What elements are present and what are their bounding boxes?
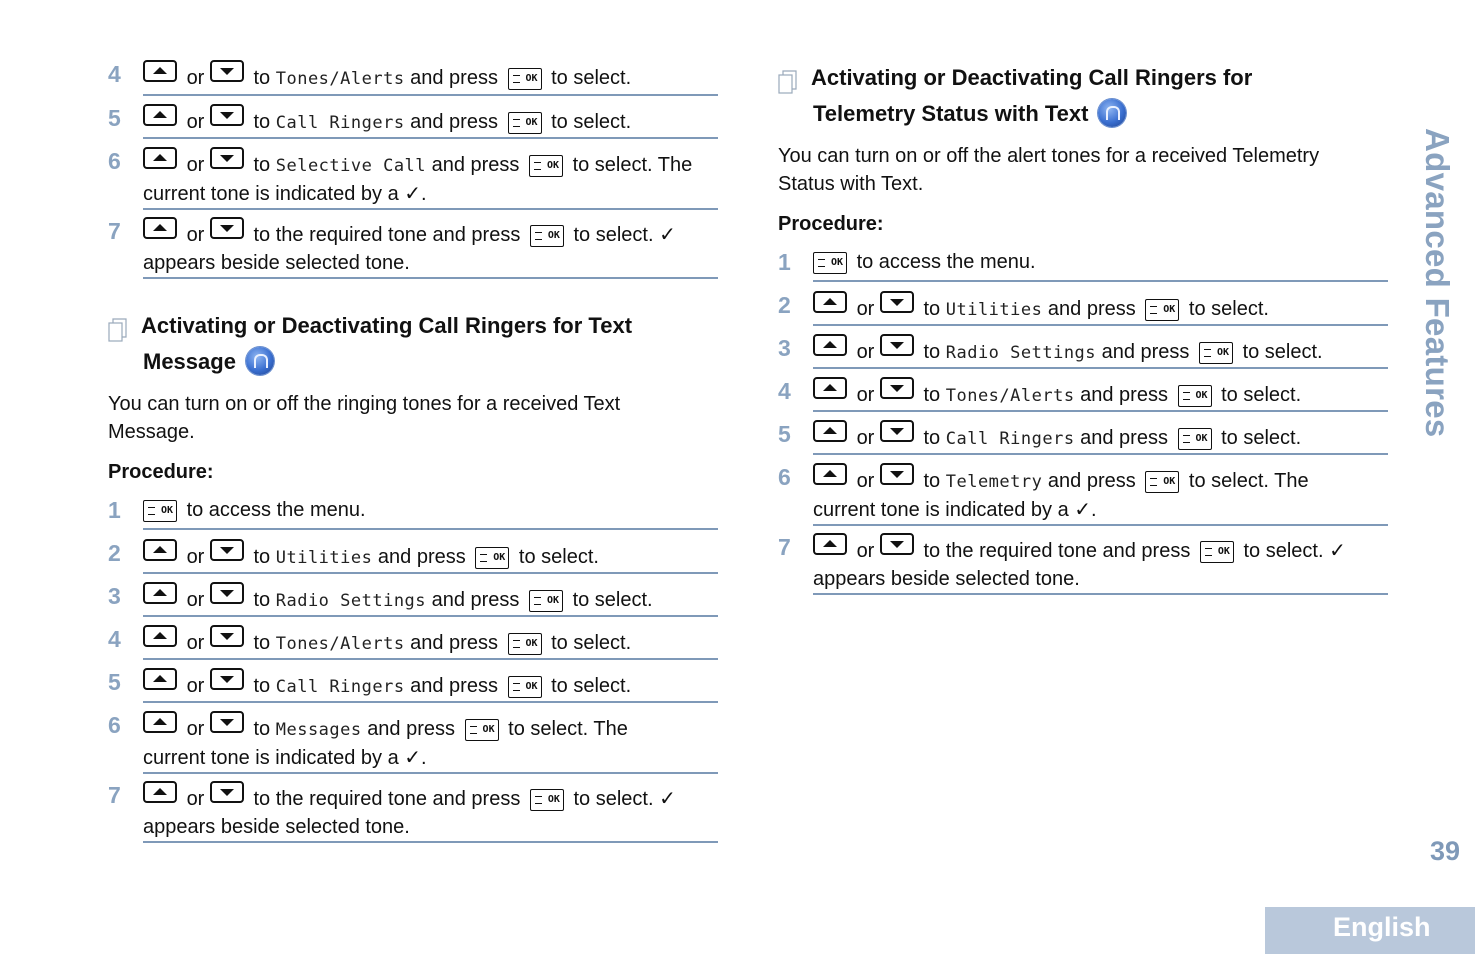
word-and-press: and press: [410, 632, 498, 654]
section-title-line-1: Activating or Deactivating Call Ringers for: [811, 65, 1253, 90]
procedure-heading: Procedure:: [778, 213, 884, 235]
description-line-1: You can turn on or off the ringing tones for a received Text: [108, 393, 621, 415]
feature-availability-icon: [1098, 99, 1126, 127]
word-or: or: [856, 470, 875, 492]
step-number: 3: [108, 583, 121, 609]
word-to-select: to select.: [1242, 341, 1323, 363]
step-divider: [143, 772, 718, 774]
language-tab: English: [1265, 907, 1475, 954]
chapter-side-title: [1420, 128, 1460, 448]
ok-key-icon: OK: [508, 676, 542, 698]
step-divider: [143, 701, 718, 703]
word-and-press: and press: [410, 67, 498, 89]
section-title-line-2: [108, 344, 728, 380]
word-and-press: and press: [1047, 470, 1136, 492]
ok-key-icon: OK: [529, 590, 563, 612]
word-access-menu: to access the menu.: [186, 499, 366, 521]
step-number: 7: [778, 534, 791, 560]
word-to: to: [923, 384, 941, 406]
word-or: or: [186, 224, 205, 246]
word-and-press: and press: [1047, 298, 1136, 320]
word-and-press: and press: [1080, 384, 1168, 406]
up-arrow-key-icon: [143, 539, 177, 561]
section-title-line-2: [778, 96, 1398, 132]
word-required-tone: to the required tone and press: [253, 788, 521, 810]
word-to: to: [253, 632, 271, 654]
word-or: or: [856, 341, 875, 363]
section-title-telemetry: [778, 60, 1398, 132]
step-text: [143, 582, 718, 615]
description-line-2: Status with Text.: [778, 173, 924, 195]
step-text: [143, 496, 718, 524]
word-to: to: [253, 67, 271, 89]
step-text: [143, 625, 718, 658]
word-to-select-the: to select. The: [1188, 470, 1309, 492]
step-text: [143, 104, 718, 137]
up-arrow-key-icon: [813, 334, 847, 356]
down-arrow-key-icon: [880, 334, 914, 356]
word-to-select-the: to select. The: [572, 154, 693, 176]
menu-item-name: Call Ringers: [275, 113, 405, 133]
current-tone-note: current tone is indicated by a ✓.: [813, 499, 1097, 521]
step-number: 5: [108, 669, 121, 695]
section-description: [108, 390, 708, 446]
step-text: [143, 668, 718, 701]
step-divider: [143, 658, 718, 660]
appears-note: appears beside selected tone.: [143, 816, 410, 838]
up-arrow-key-icon: [813, 291, 847, 313]
up-arrow-key-icon: [143, 60, 177, 82]
word-to: to: [923, 470, 941, 492]
word-to: to: [253, 154, 271, 176]
page-number: 39: [1429, 836, 1460, 866]
step-number: 6: [778, 464, 791, 490]
word-and-press: and press: [431, 589, 520, 611]
feature-availability-icon: [246, 347, 274, 375]
word-or: or: [186, 718, 205, 740]
current-tone-note: current tone is indicated by a ✓.: [143, 183, 427, 205]
chapter-side-title-text: Advanced Features: [1419, 128, 1456, 438]
step-number: 2: [108, 540, 121, 566]
word-and-press: and press: [367, 718, 456, 740]
down-arrow-key-icon: [210, 539, 244, 561]
down-arrow-key-icon: [210, 104, 244, 126]
description-line-1: You can turn on or off the alert tones for a received Telemetry: [778, 145, 1320, 167]
ok-key-icon: OK: [143, 500, 177, 522]
word-to-select-check: to select. ✓: [573, 788, 676, 810]
step-number: 6: [108, 148, 121, 174]
word-to-select-check: to select. ✓: [573, 224, 676, 246]
word-or: or: [856, 540, 875, 562]
step-number: 7: [108, 218, 121, 244]
ok-key-icon: OK: [1199, 342, 1233, 364]
step-number: 3: [778, 335, 791, 361]
word-to-select: to select.: [518, 546, 599, 568]
step-number: 6: [108, 712, 121, 738]
step-number: 4: [108, 626, 121, 652]
up-arrow-key-icon: [143, 781, 177, 803]
step-divider: [813, 410, 1388, 412]
menu-item-name: Call Ringers: [945, 429, 1075, 449]
step-number: 1: [108, 497, 121, 523]
word-or: or: [856, 384, 875, 406]
step-text: [143, 217, 718, 277]
current-tone-note: current tone is indicated by a ✓.: [143, 747, 427, 769]
step-divider: [143, 277, 718, 279]
down-arrow-key-icon: [210, 147, 244, 169]
word-and-press: and press: [1101, 341, 1190, 363]
ok-key-icon: OK: [529, 155, 563, 177]
word-required-tone: to the required tone and press: [923, 540, 1191, 562]
menu-item-name: Tones/Alerts: [275, 634, 405, 654]
appears-note: appears beside selected tone.: [143, 252, 410, 274]
step-divider: [813, 280, 1388, 282]
step-divider: [143, 94, 718, 96]
step-divider: [143, 137, 718, 139]
step-divider: [143, 208, 718, 210]
step-number: 4: [778, 378, 791, 404]
document-icon: [108, 318, 128, 342]
step-divider: [813, 524, 1388, 526]
ok-key-icon: OK: [1145, 471, 1179, 493]
word-to: to: [253, 111, 271, 133]
appears-note: appears beside selected tone.: [813, 568, 1080, 590]
word-or: or: [186, 632, 205, 654]
word-and-press: and press: [1080, 427, 1168, 449]
down-arrow-key-icon: [880, 291, 914, 313]
word-or: or: [186, 589, 205, 611]
down-arrow-key-icon: [210, 668, 244, 690]
step-text: [143, 781, 718, 841]
step-text: [143, 539, 718, 572]
procedure-heading: Procedure:: [108, 461, 214, 483]
word-or: or: [186, 788, 205, 810]
step-text: [143, 60, 718, 93]
up-arrow-key-icon: [143, 104, 177, 126]
menu-item-name: Utilities: [275, 548, 373, 568]
step-text: [813, 248, 1388, 276]
ok-key-icon: OK: [1200, 541, 1234, 563]
word-to-select-the: to select. The: [508, 718, 628, 740]
step-divider: [813, 324, 1388, 326]
step-text: [813, 533, 1388, 593]
word-to-select: to select.: [551, 675, 632, 697]
down-arrow-key-icon: [880, 533, 914, 555]
up-arrow-key-icon: [143, 147, 177, 169]
up-arrow-key-icon: [143, 668, 177, 690]
step-number: 5: [778, 421, 791, 447]
word-to-select: to select.: [1221, 427, 1302, 449]
word-or: or: [856, 427, 875, 449]
step-divider: [813, 453, 1388, 455]
section-description: [778, 142, 1378, 198]
down-arrow-key-icon: [210, 217, 244, 239]
step-text: [813, 291, 1388, 324]
ok-key-icon: OK: [530, 789, 564, 811]
word-or: or: [186, 675, 205, 697]
word-to: to: [923, 427, 941, 449]
down-arrow-key-icon: [880, 463, 914, 485]
down-arrow-key-icon: [210, 625, 244, 647]
word-to-select: to select.: [1188, 298, 1269, 320]
word-or: or: [186, 546, 205, 568]
down-arrow-key-icon: [880, 420, 914, 442]
section-title-line-1: Activating or Deactivating Call Ringers for Text: [141, 313, 633, 338]
menu-item-name: Selective Call: [275, 156, 427, 176]
step-text: [813, 334, 1388, 367]
word-or: or: [186, 67, 205, 89]
description-line-2: Message.: [108, 421, 195, 443]
word-to-select: to select.: [551, 67, 632, 89]
ok-key-icon: OK: [465, 719, 499, 741]
word-to: to: [253, 718, 271, 740]
ok-key-icon: OK: [530, 225, 564, 247]
step-divider: [813, 593, 1388, 595]
word-to-select: to select.: [1221, 384, 1302, 406]
section-title-text-message: [108, 308, 728, 380]
word-and-press: and press: [410, 111, 498, 133]
step-divider: [813, 367, 1388, 369]
ok-key-icon: OK: [508, 633, 542, 655]
up-arrow-key-icon: [813, 377, 847, 399]
ok-key-icon: OK: [508, 112, 542, 134]
word-to: to: [253, 546, 271, 568]
up-arrow-key-icon: [143, 217, 177, 239]
step-text: [813, 377, 1388, 410]
up-arrow-key-icon: [813, 420, 847, 442]
down-arrow-key-icon: [210, 711, 244, 733]
ok-key-icon: OK: [1178, 385, 1212, 407]
up-arrow-key-icon: [143, 625, 177, 647]
step-number: 5: [108, 105, 121, 131]
step-number: 2: [778, 292, 791, 318]
menu-item-name: Radio Settings: [275, 591, 427, 611]
word-to-select: to select.: [572, 589, 653, 611]
step-number: 7: [108, 782, 121, 808]
step-divider: [143, 528, 718, 530]
down-arrow-key-icon: [210, 781, 244, 803]
word-to: to: [253, 589, 271, 611]
menu-item-name: Tones/Alerts: [945, 386, 1075, 406]
menu-item-name: Radio Settings: [945, 343, 1097, 363]
down-arrow-key-icon: [880, 377, 914, 399]
word-and-press: and press: [377, 546, 466, 568]
step-divider: [143, 841, 718, 843]
ok-key-icon: OK: [508, 68, 542, 90]
menu-item-name: Utilities: [945, 300, 1043, 320]
step-number: 1: [778, 249, 791, 275]
section-title-line-2-text: Telemetry Status with Text: [813, 101, 1089, 126]
word-or: or: [186, 154, 205, 176]
ok-key-icon: OK: [813, 252, 847, 274]
menu-item-name: Call Ringers: [275, 677, 405, 697]
word-and-press: and press: [431, 154, 520, 176]
ok-key-icon: OK: [1145, 299, 1179, 321]
ok-key-icon: OK: [475, 547, 509, 569]
word-and-press: and press: [410, 675, 498, 697]
ok-key-icon: OK: [1178, 428, 1212, 450]
menu-item-name: Messages: [275, 720, 362, 740]
step-text: [143, 711, 718, 772]
up-arrow-key-icon: [143, 582, 177, 604]
word-to-select: to select.: [551, 111, 632, 133]
word-required-tone: to the required tone and press: [253, 224, 521, 246]
word-access-menu: to access the menu.: [856, 251, 1036, 273]
word-to: to: [253, 675, 271, 697]
step-divider: [143, 615, 718, 617]
menu-item-name: Tones/Alerts: [275, 69, 405, 89]
menu-item-name: Telemetry: [945, 472, 1043, 492]
step-number: 4: [108, 61, 121, 87]
step-text: [813, 420, 1388, 453]
document-icon: [778, 70, 798, 94]
word-or: or: [186, 111, 205, 133]
up-arrow-key-icon: [813, 533, 847, 555]
section-title-line-2-text: Message: [143, 349, 236, 374]
step-text: [143, 147, 718, 208]
word-to-select: to select.: [551, 632, 632, 654]
word-to-select-check: to select. ✓: [1243, 540, 1346, 562]
up-arrow-key-icon: [813, 463, 847, 485]
step-divider: [143, 572, 718, 574]
step-text: [813, 463, 1388, 524]
down-arrow-key-icon: [210, 60, 244, 82]
up-arrow-key-icon: [143, 711, 177, 733]
word-or: or: [856, 298, 875, 320]
down-arrow-key-icon: [210, 582, 244, 604]
word-to: to: [923, 341, 941, 363]
word-to: to: [923, 298, 941, 320]
